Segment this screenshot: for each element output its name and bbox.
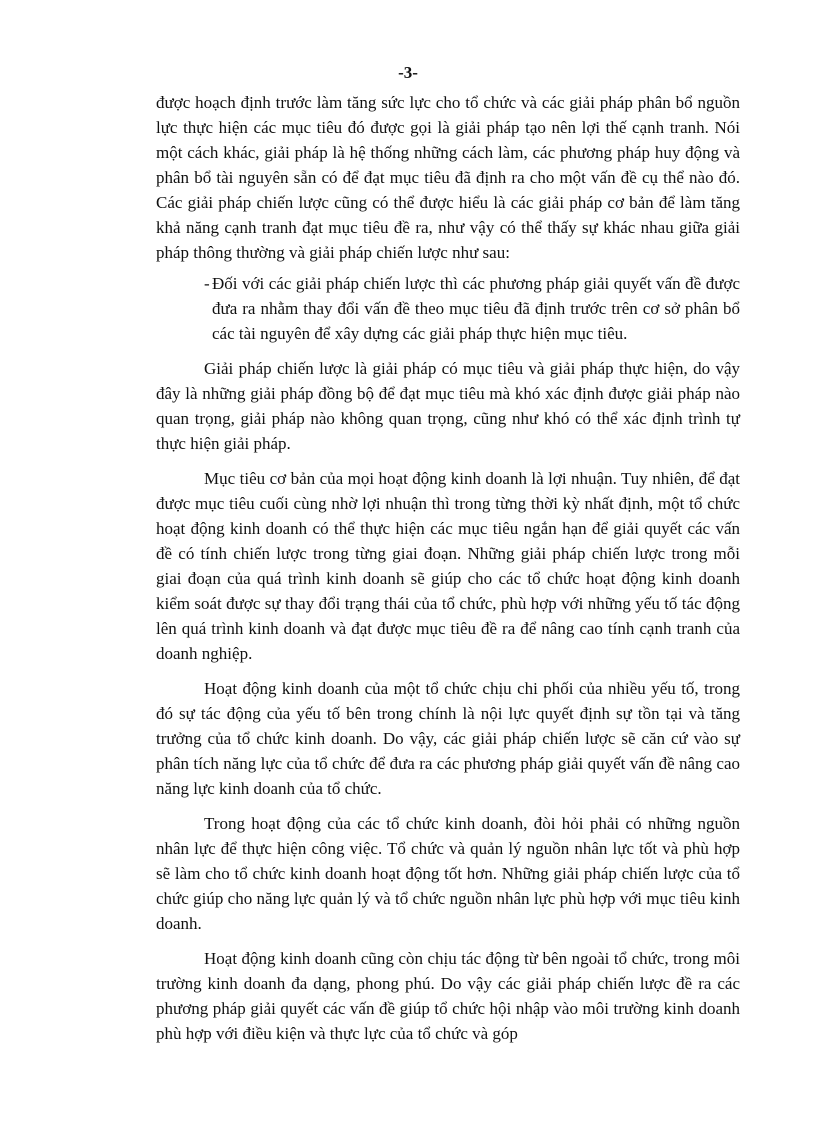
paragraph-continued: được hoạch định trước làm tăng sức lực cho tổ chức và các giải pháp phân bổ nguồn lực thực hiện các mục tiêu đó được gọi là giải pháp tạo nên lợi thế cạnh tranh. Nói một cách khác, giải pháp là hệ thống những cách làm, các phương pháp huy động và phân bổ tài nguyên sẵn có để đạt mục tiêu đã định ra cho một vấn đề cụ thể nào đó. Các giải pháp chiến lược cũng có thể được hiểu là các giải pháp cơ bản để làm tăng khả năng cạnh tranh đạt mục tiêu đề ra, như vậy có thể thấy sự khác nhau giữa giải pháp thông thường và giải pháp chiến lược như sau: [156,93,740,262]
bullet-marker: - [204,274,210,293]
bullet-item [156,271,740,346]
body-text [156,90,740,1046]
paragraph: Giải pháp chiến lược là giải pháp có mục tiêu và giải pháp thực hiện, do vậy đây là những giải pháp đồng bộ để đạt mục tiêu mà khó xác định được giải pháp nào quan trọng, giải pháp nào không quan trọng, cũng như khó có thể xác định trình tự thực hiện giải pháp. [156,359,740,453]
bullet-text: Đối với các giải pháp chiến lược thì các phương pháp giải quyết vấn đề được đưa ra nhằm thay đổi vấn đề theo mục tiêu đã định trước trên cơ sở phân bổ các tài nguyên để xây dựng các giải pháp thực hiện mục tiêu. [212,274,740,343]
paragraph: Hoạt động kinh doanh của một tổ chức chịu chi phối của nhiều yếu tố, trong đó sự tác động của yếu tố bên trong chính là nội lực quyết định sự tồn tại và tăng trưởng của tổ chức kinh doanh. Do vậy, các giải pháp chiến lược sẽ căn cứ vào sự phân tích năng lực của tổ chức để đưa ra các phương pháp giải quyết vấn đề nâng cao năng lực kinh doanh của tổ chức. [156,679,740,798]
paragraph: Trong hoạt động của các tổ chức kinh doanh, đòi hỏi phải có những nguồn nhân lực để thực hiện công việc. Tổ chức và quản lý nguồn nhân lực tốt và phù hợp sẽ làm cho tổ chức kinh doanh hoạt động tốt hơn. Những giải pháp chiến lược của tổ chức giúp cho năng lực quản lý và tổ chức nguồn nhân lực phù hợp với mục tiêu kinh doanh. [156,814,740,933]
page-number: -3- [398,63,418,82]
paragraph: Hoạt động kinh doanh cũng còn chịu tác động từ bên ngoài tổ chức, trong môi trường kinh doanh đa dạng, phong phú. Do vậy các giải pháp chiến lược đề ra các phương pháp giải quyết các vấn đề giúp tổ chức hội nhập vào môi trường kinh doanh phù hợp với điều kiện và thực lực của tổ chức và góp [156,949,740,1043]
paragraph: Mục tiêu cơ bản của mọi hoạt động kinh doanh là lợi nhuận. Tuy nhiên, để đạt được mục tiêu cuối cùng nhờ lợi nhuận thì trong từng thời kỳ nhất định, một tổ chức hoạt động kinh doanh có thể thực hiện các mục tiêu ngắn hạn để giải quyết các vấn đề có tính chiến lược trong từng giai đoạn. Những giải pháp chiến lược trong mỗi giai đoạn của quá trình kinh doanh sẽ giúp cho các tổ chức hoạt động kinh doanh kiểm soát được sự thay đổi trạng thái của tổ chức, phù hợp với những yếu tố tác động lên quá trình kinh doanh và đạt được mục tiêu đề ra để nâng cao tính cạnh tranh của doanh nghiệp. [156,469,740,663]
